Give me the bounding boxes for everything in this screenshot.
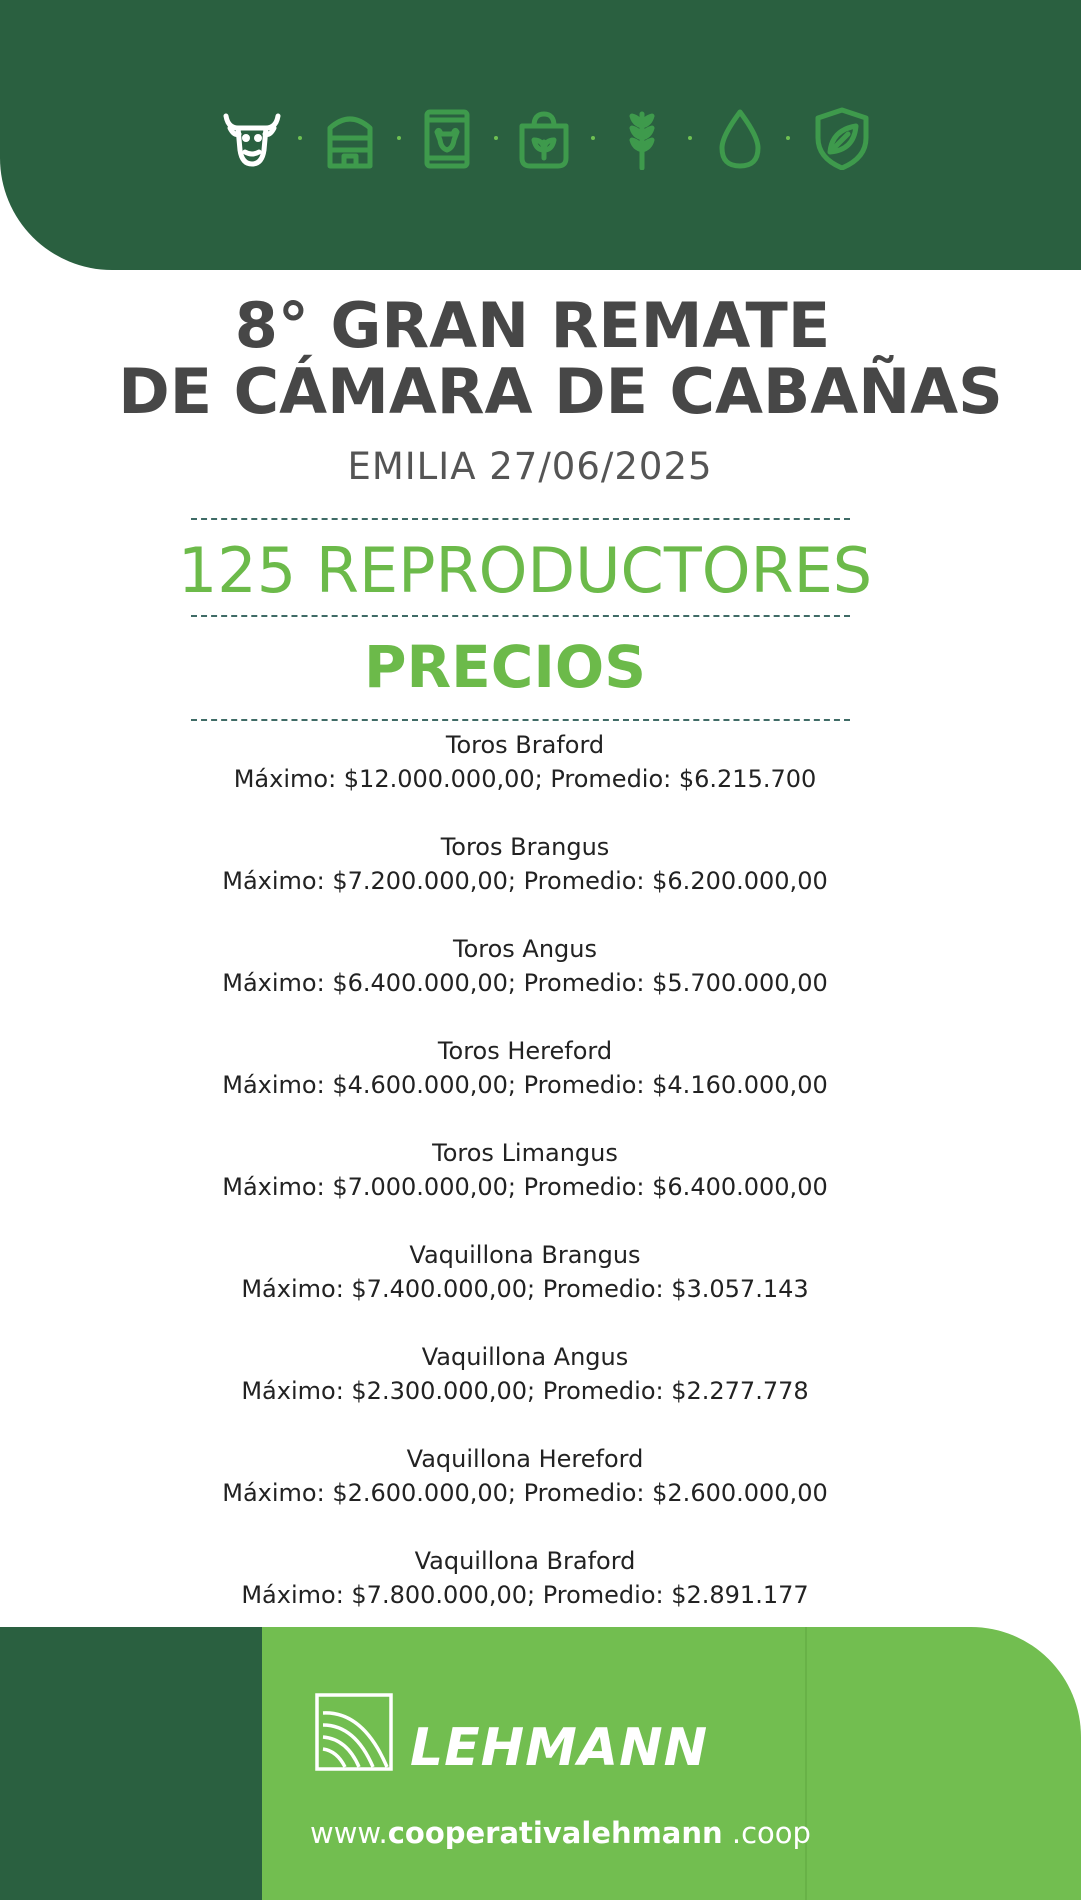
header-banner: [0, 0, 1081, 270]
footer-stripe: [805, 1627, 807, 1900]
url-suffix: .coop: [722, 1816, 811, 1850]
divider: [191, 719, 850, 721]
price-detail: Máximo: $7.200.000,00; Promedio: $6.200.000,00: [222, 867, 828, 895]
price-detail: Máximo: $4.600.000,00; Promedio: $4.160.000,00: [222, 1071, 828, 1099]
price-category: Toros Hereford: [437, 1037, 613, 1065]
price-detail: Máximo: $2.600.000,00; Promedio: $2.600.000,00: [222, 1479, 828, 1507]
separator-dot: [397, 136, 401, 140]
price-detail: Máximo: $7.400.000,00; Promedio: $3.057.143: [241, 1275, 809, 1303]
event-title-line-2: DE CÁMARA DE CABAÑAS: [118, 355, 1003, 428]
price-item: [0, 1034, 1050, 1136]
brand-name: LEHMANN: [410, 1718, 709, 1778]
price-list: [0, 728, 1050, 1646]
icon-row: [0, 106, 1081, 170]
price-detail: Máximo: $2.300.000,00; Promedio: $2.277.778: [241, 1377, 809, 1405]
silo-icon: [318, 106, 382, 170]
price-category: Toros Limangus: [432, 1139, 618, 1167]
separator-dot: [298, 136, 302, 140]
price-item: [0, 1136, 1050, 1238]
separator-dot: [591, 136, 595, 140]
divider: [191, 518, 850, 520]
wheat-icon: [610, 106, 674, 170]
price-item: [0, 1238, 1050, 1340]
divider: [191, 615, 850, 617]
price-item: [0, 1442, 1050, 1544]
price-detail: Máximo: $6.400.000,00; Promedio: $5.700.000,00: [222, 969, 828, 997]
price-category: Toros Angus: [453, 935, 597, 963]
price-detail: Máximo: $12.000.000,00; Promedio: $6.215.700: [233, 765, 817, 793]
price-category: Vaquillona Angus: [421, 1343, 629, 1371]
lehmann-logo-icon: [315, 1693, 393, 1771]
water-drop-icon: [708, 106, 772, 170]
price-item: [0, 932, 1050, 1034]
footer-dark-panel: [0, 1627, 262, 1900]
headline-reproductores: 125 REPRODUCTORES: [177, 534, 873, 607]
separator-dot: [786, 136, 790, 140]
event-title-line-1: 8° GRAN REMATE: [234, 289, 831, 362]
feed-bag-icon: [415, 106, 479, 170]
price-category: Vaquillona Hereford: [406, 1445, 644, 1473]
price-category: Toros Braford: [445, 731, 605, 759]
price-item: [0, 728, 1050, 830]
shield-leaf-icon: [810, 106, 874, 170]
seed-bucket-icon: [512, 106, 576, 170]
cow-icon: [220, 106, 284, 170]
section-title: PRECIOS: [363, 633, 646, 701]
url-domain: cooperativalehmann: [387, 1816, 723, 1850]
price-detail: Máximo: $7.800.000,00; Promedio: $2.891.177: [241, 1581, 809, 1609]
price-item: [0, 1340, 1050, 1442]
price-category: Vaquillona Brangus: [409, 1241, 641, 1269]
event-date: EMILIA 27/06/2025: [347, 445, 713, 488]
price-detail: Máximo: $7.000.000,00; Promedio: $6.400.000,00: [222, 1173, 828, 1201]
separator-dot: [688, 136, 692, 140]
url-prefix: www.: [310, 1816, 388, 1850]
price-category: Vaquillona Braford: [414, 1547, 636, 1575]
website-link[interactable]: [310, 1815, 811, 1851]
separator-dot: [494, 136, 498, 140]
price-item: [0, 830, 1050, 932]
price-category: Toros Brangus: [440, 833, 610, 861]
